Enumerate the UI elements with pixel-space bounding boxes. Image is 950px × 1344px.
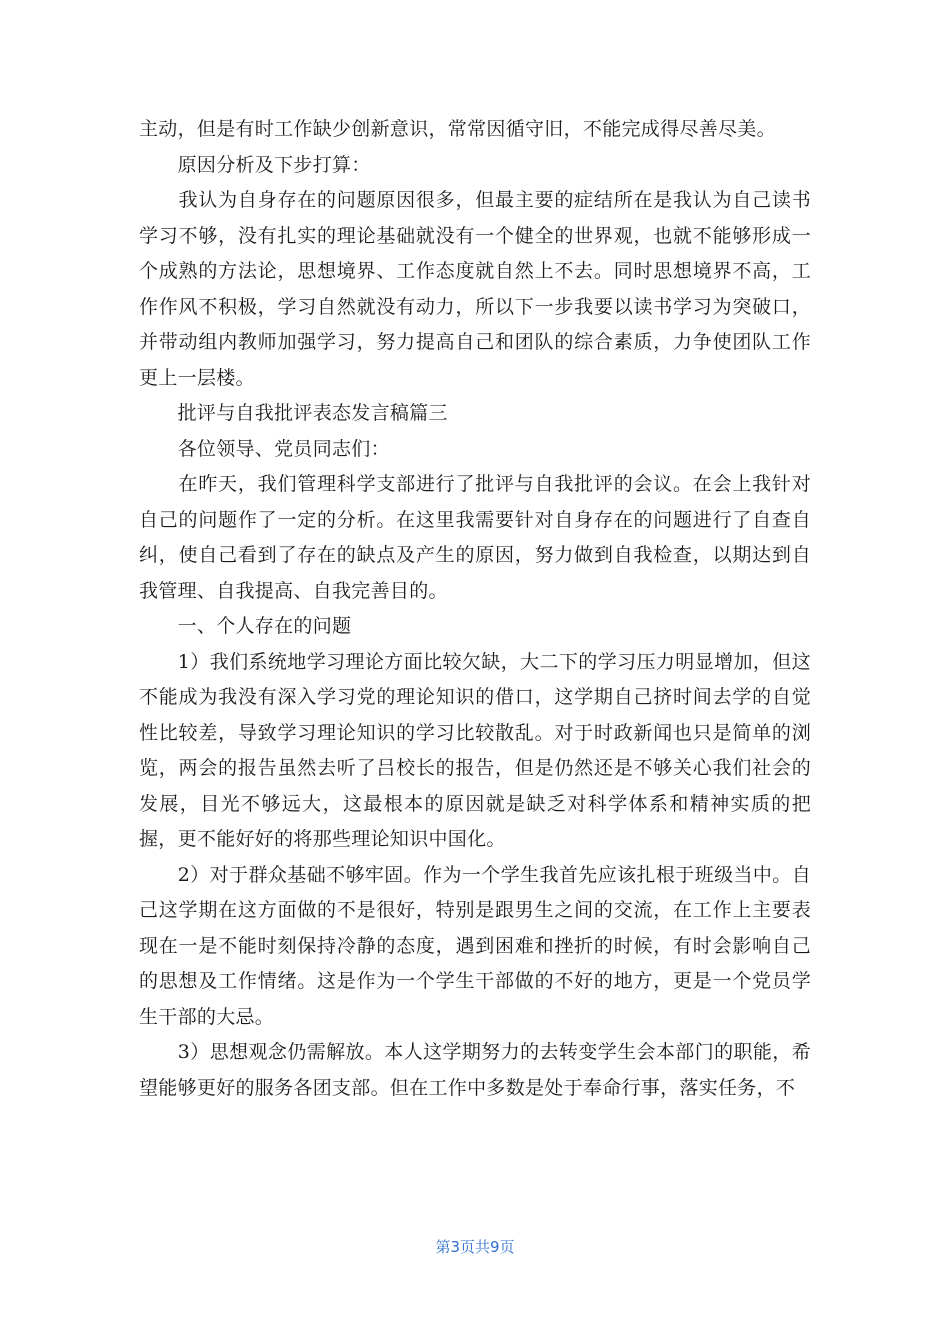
paragraph-problem-2: 2）对于群众基础不够牢固。作为一个学生我首先应该扎根于班级当中。自己这学期在这方面做的不是很好，特别是跟男生之间的交流，在工作上主要表现在一是不能时刻保持冷静的态度，遇到困难和挫折的时候，有时会影响自己的思想及工作情绪。这是作为一个学生干部做的不好的地方，更是一个党员学生干部的大忌。: [139, 863, 811, 1028]
paragraph-salutation: 各位领导、党员同志们：: [139, 437, 390, 460]
paragraph-problem-3: 3）思想观念仍需解放。本人这学期努力的去转变学生会本部门的职能，希望能够更好的服务各团支部。但在工作中多数是处于奉命行事，落实任务，不: [139, 1041, 811, 1099]
paragraph-heading-cause-analysis: 原因分析及下步打算：: [139, 153, 371, 176]
paragraph-continuation: 主动，但是有时工作缺少创新意识，常常因循守旧，不能完成得尽善尽美。: [139, 118, 776, 140]
paragraph-heading-personal-problems: 一、个人存在的问题: [139, 615, 352, 637]
paragraph-section-title: 批评与自我批评表态发言稿篇三: [139, 402, 448, 424]
paragraph-introduction: 在昨天，我们管理科学支部进行了批评与自我批评的会议。在会上我针对自己的问题作了一定的分析。在这里我需要针对自身存在的问题进行了自查自纠，使自己看到了存在的缺点及产生的原因，努力做到自我检查，以期达到自我管理、自我提高、自我完善目的。: [139, 473, 811, 602]
paragraph-cause-analysis: 我认为自身存在的问题原因很多，但最主要的症结所在是我认为自己读书学习不够，没有扎实的理论基础就没有一个健全的世界观，也就不能够形成一个成熟的方法论，思想境界、工作态度就自然上不去。同时思想境界不高，工作作风不积极，学习自然就没有动力，所以下一步我要以读书学习为突破口，并带动组内教师加强学习，努力提高自己和团队的综合素质，力争使团队工作更上一层楼。: [139, 189, 811, 389]
document-body: [139, 112, 811, 1106]
page-number-footer: 第3页共9页: [435, 1238, 515, 1256]
paragraph-problem-1: 1）我们系统地学习理论方面比较欠缺，大二下的学习压力明显增加，但这不能成为我没有深入学习党的理论知识的借口，这学期自己挤时间去学的自觉性比较差，导致学习理论知识的学习比较散乱。对于时政新闻也只是简单的浏览，两会的报告虽然去听了吕校长的报告，但是仍然还是不够关心我们社会的发展，目光不够远大，这最根本的原因就是缺乏对科学体系和精神实质的把握，更不能好好的将那些理论知识中国化。: [139, 650, 811, 850]
